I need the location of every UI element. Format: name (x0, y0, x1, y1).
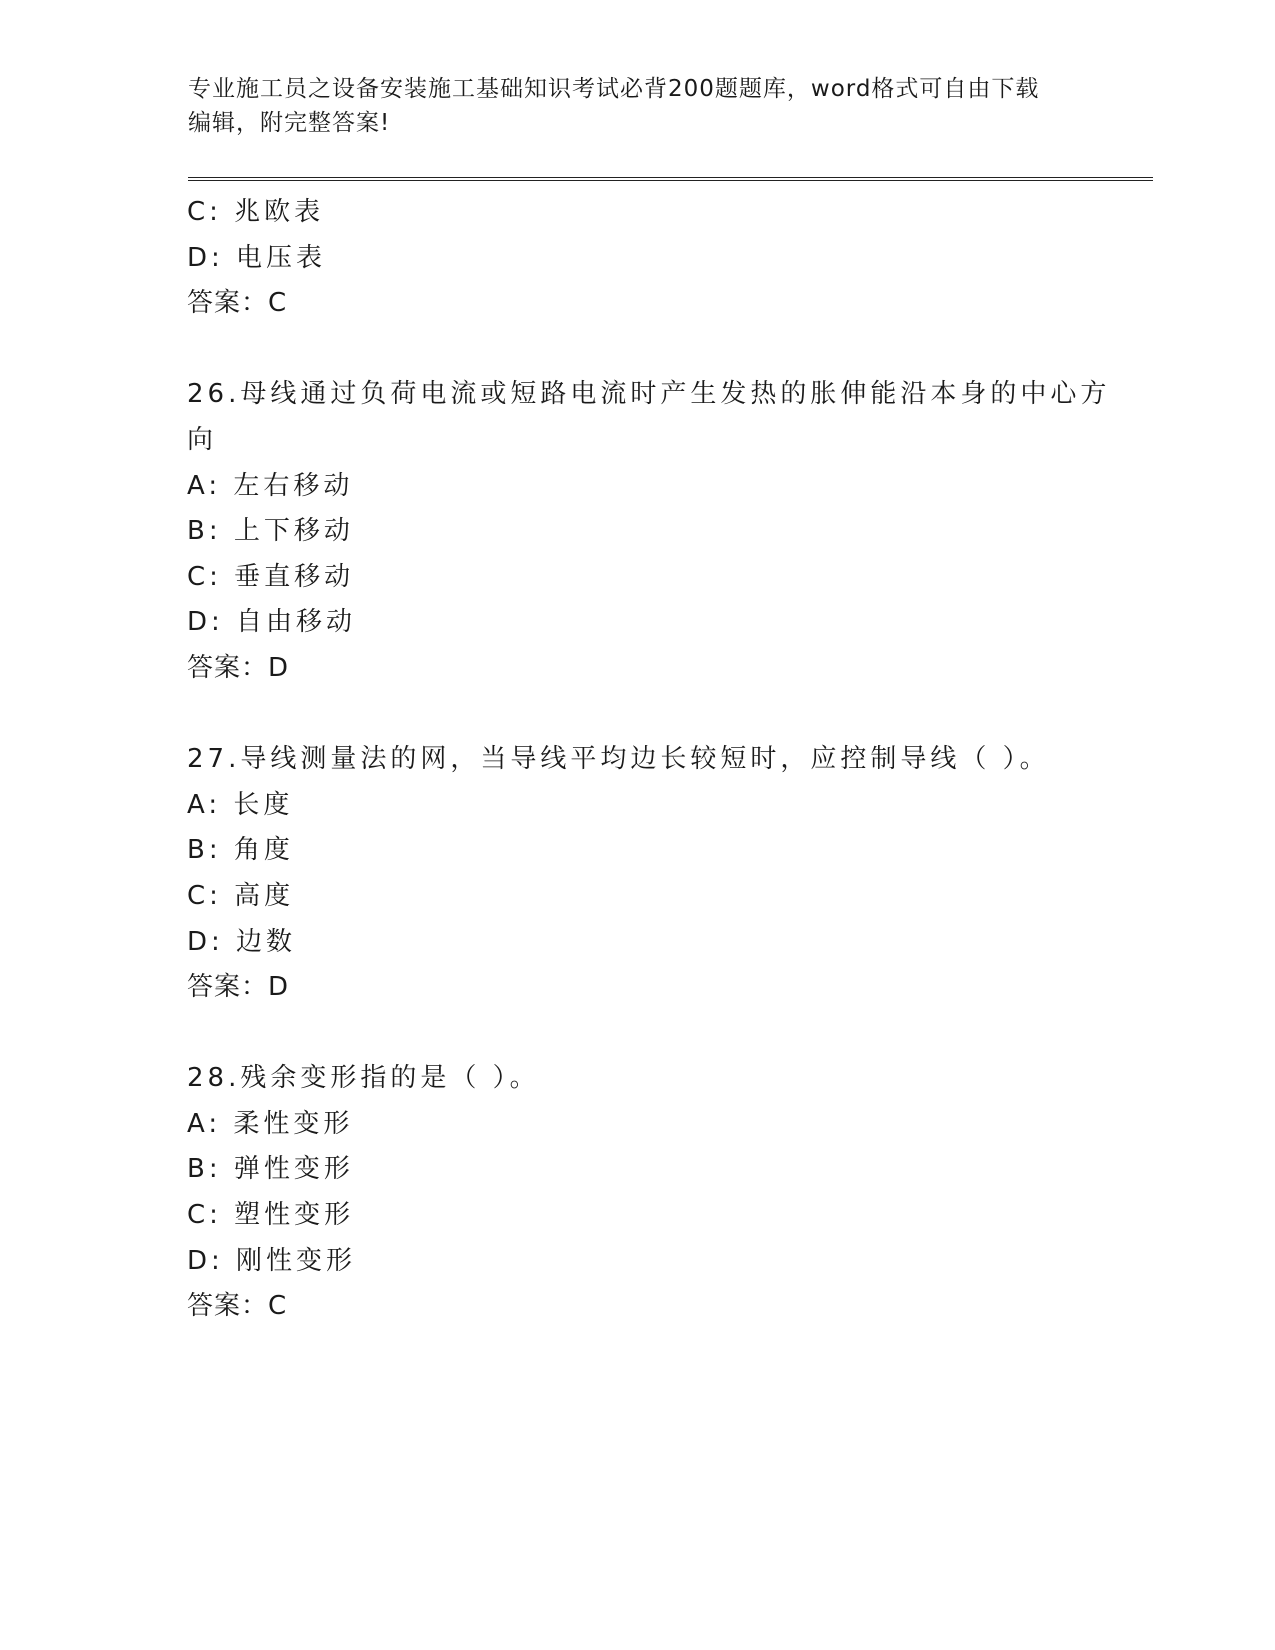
question-list (187, 190, 1111, 1330)
option-a: A: 长度 (187, 789, 294, 820)
option-d: D: 自由移动 (187, 607, 357, 638)
answer-line: 答案：D (187, 972, 290, 1003)
header-line-1: 专业施工员之设备安装施工基础知识考试必背200题题库，word格式可自由下载 (188, 76, 1040, 102)
question-text: 28.残余变形指的是（ ）。 (187, 1063, 540, 1094)
spacer (187, 327, 1087, 373)
option-d: D: 边数 (187, 926, 297, 957)
question-text-continued: 向 (187, 424, 218, 455)
option-c: C: 兆欧表 (187, 197, 325, 227)
option-a: A: 柔性变形 (187, 1108, 354, 1139)
option-d: D: 电压表 (187, 242, 327, 273)
question-27 (187, 737, 1087, 1011)
option-c: C: 塑性变形 (187, 1200, 355, 1231)
option-a: A: 左右移动 (187, 470, 354, 501)
answer-line: 答案：D (187, 652, 290, 683)
option-d: D: 刚性变形 (187, 1245, 357, 1276)
question-text: 27.导线测量法的网，当导线平均边长较短时，应控制导线（ ）。 (187, 744, 1050, 775)
option-b: B: 弹性变形 (187, 1154, 354, 1185)
option-b: B: 上下移动 (187, 516, 354, 547)
option-c: C: 垂直移动 (187, 561, 355, 592)
partial-question (187, 190, 1087, 327)
option-c: C: 高度 (187, 880, 295, 911)
spacer (187, 1011, 1087, 1057)
header-line-2: 编辑，附完整答案! (188, 110, 391, 136)
question-text: 26.母线通过负荷电流或短路电流时产生发热的胀伸能沿本身的中心方 (187, 379, 1111, 410)
question-28 (187, 1056, 1087, 1330)
answer-line: 答案：C (187, 1291, 288, 1322)
option-b: B: 角度 (187, 835, 294, 866)
question-26 (187, 372, 1111, 691)
header-divider (188, 177, 1153, 181)
spacer (187, 692, 1087, 738)
answer-line: 答案：C (187, 288, 288, 319)
page-header (188, 72, 1088, 140)
